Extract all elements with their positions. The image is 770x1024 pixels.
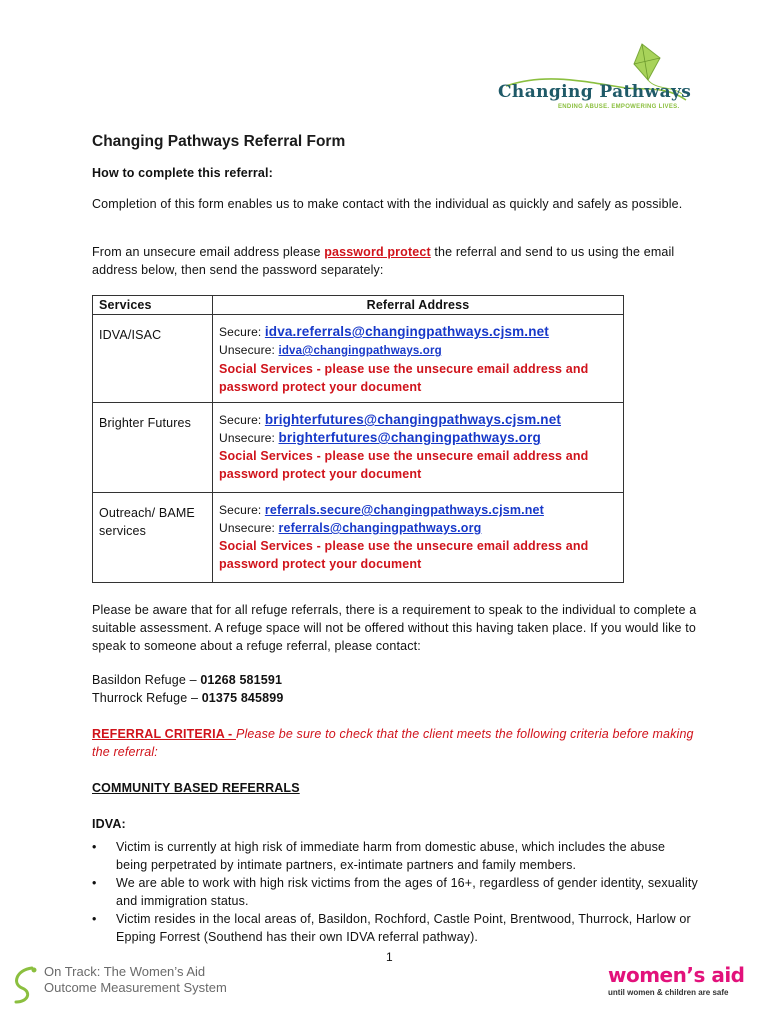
table-row bbox=[93, 403, 624, 493]
list-item-text: Victim is currently at high risk of immediate harm from domestic abuse, which includes the abuse being perpetrated by intimate partners, ex-intimate partners and family members. bbox=[116, 840, 666, 872]
address-cell bbox=[213, 493, 624, 583]
womens-aid-title: women’s aid bbox=[608, 963, 745, 987]
page-number: 1 bbox=[386, 950, 393, 964]
unsecure-label: Unsecure: bbox=[219, 521, 279, 535]
logo-tagline: ENDING ABUSE. EMPOWERING LIVES. bbox=[558, 104, 680, 110]
table-row bbox=[93, 315, 624, 403]
secure-label: Secure: bbox=[219, 413, 265, 427]
col-services: Services bbox=[93, 296, 213, 315]
service-name: IDVA/ISAC bbox=[93, 315, 213, 403]
intro-paragraph: Completion of this form enables us to make contact with the individual as quickly and safely as possible. bbox=[92, 197, 683, 211]
refuge-paragraph: Please be aware that for all refuge referrals, there is a requirement to speak to the individual to complete a suitable assessment. A refuge space will not be offered without this having taken place. If you would like to speak to someone about a refuge referral, please contact: bbox=[92, 603, 697, 653]
on-track-line2: Outcome Measurement System bbox=[44, 980, 227, 995]
unsecure-paragraph bbox=[92, 243, 698, 279]
criteria-text: Please be sure to check that the client meets the following criteria before making the referral: bbox=[92, 727, 694, 759]
how-heading: How to complete this referral: bbox=[92, 166, 273, 180]
community-heading: COMMUNITY BASED REFERRALS bbox=[92, 781, 300, 795]
bullet-icon: • bbox=[92, 840, 97, 854]
referral-address-table bbox=[92, 295, 624, 583]
list-item bbox=[92, 838, 698, 874]
bullet-icon: • bbox=[92, 876, 97, 890]
social-services-note: Social Services - please use the unsecure email address and password protect your document bbox=[219, 362, 589, 394]
list-item bbox=[92, 910, 698, 946]
refuge-phone: 01375 845899 bbox=[201, 691, 284, 705]
unsecure-email-link[interactable]: referrals@changingpathways.org bbox=[278, 521, 482, 535]
address-cell bbox=[213, 403, 624, 493]
unsecure-label: Unsecure: bbox=[219, 343, 279, 357]
refuge-label: Thurrock Refuge – bbox=[92, 691, 202, 705]
service-name: Brighter Futures bbox=[93, 403, 213, 493]
secure-email-link[interactable]: brighterfutures@changingpathways.cjsm.net bbox=[264, 412, 562, 427]
on-track-logo bbox=[10, 964, 230, 1008]
table-row bbox=[93, 493, 624, 583]
bullet-icon: • bbox=[92, 912, 97, 926]
refuge-phone: 01268 581591 bbox=[200, 673, 283, 687]
idva-heading: IDVA: bbox=[92, 817, 126, 831]
refuge-contact bbox=[92, 671, 698, 689]
social-services-note: Social Services - please use the unsecure email address and password protect your document bbox=[219, 539, 589, 571]
secure-email-link[interactable]: referrals.secure@changingpathways.cjsm.net bbox=[264, 503, 544, 517]
service-name: Outreach/ BAME services bbox=[93, 493, 213, 583]
criteria-label: REFERRAL CRITERIA - bbox=[92, 727, 236, 741]
address-cell bbox=[213, 315, 624, 403]
logo-title: Changing Pathways bbox=[498, 82, 692, 102]
on-track-swirl-icon bbox=[10, 964, 40, 1004]
idva-criteria-list bbox=[92, 838, 698, 946]
womens-aid-tagline: until women & children are safe bbox=[608, 988, 729, 997]
unsecure-email-link[interactable]: brighterfutures@changingpathways.org bbox=[278, 430, 541, 445]
unsecure-post: the referral and send to us using the email address below, then send the password separately: bbox=[92, 245, 675, 277]
changing-pathways-logo bbox=[496, 42, 696, 118]
list-item-text: We are able to work with high risk victims from the ages of 16+, regardless of gender identity, sexuality and immigration status. bbox=[116, 876, 698, 908]
list-item bbox=[92, 874, 698, 910]
on-track-line1: On Track: The Women’s Aid bbox=[44, 964, 206, 979]
womens-aid-logo bbox=[608, 964, 758, 1004]
unsecure-email-link[interactable]: idva@changingpathways.org bbox=[278, 345, 442, 357]
list-item-text: Victim resides in the local areas of, Basildon, Rochford, Castle Point, Brentwood, Thurrock, Harlow or Epping Forrest (Southend has their own IDVA referral pathway). bbox=[116, 912, 691, 944]
referral-criteria bbox=[92, 725, 698, 761]
secure-label: Secure: bbox=[219, 503, 265, 517]
col-referral-address: Referral Address bbox=[213, 296, 624, 315]
secure-label: Secure: bbox=[219, 325, 265, 339]
refuge-contact bbox=[92, 689, 698, 707]
password-protect-link[interactable]: password protect bbox=[324, 245, 431, 259]
table-header-row bbox=[93, 296, 624, 315]
unsecure-pre: From an unsecure email address please bbox=[92, 245, 325, 259]
secure-email-link[interactable]: idva.referrals@changingpathways.cjsm.net bbox=[264, 324, 549, 339]
refuge-label: Basildon Refuge – bbox=[92, 673, 201, 687]
unsecure-label: Unsecure: bbox=[219, 431, 279, 445]
on-track-text bbox=[44, 964, 227, 996]
social-services-note: Social Services - please use the unsecure email address and password protect your document bbox=[219, 449, 589, 481]
page-title: Changing Pathways Referral Form bbox=[92, 133, 346, 150]
